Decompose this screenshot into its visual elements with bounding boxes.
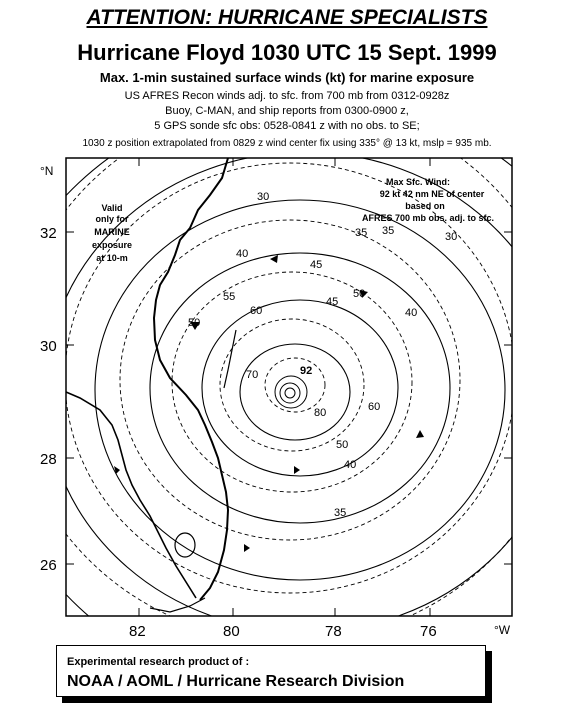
contour-label: 35: [382, 225, 395, 237]
data-source-note-3: 5 GPS sonde sfc obs: 0528-0841 z with no obs. to SE;: [154, 120, 420, 132]
valid-note-line: Valid: [101, 203, 123, 213]
lat-label-28: 28: [40, 451, 57, 468]
footer-credit-line: Experimental research product of :: [67, 656, 250, 668]
contour-label: 55: [223, 291, 236, 303]
valid-note-line: MARINE: [94, 227, 130, 237]
center-max-value: 92: [300, 365, 313, 377]
contour-label: 35: [334, 507, 347, 519]
lat-label-30: 30: [40, 338, 57, 355]
valid-note-line: at 10-m: [96, 253, 128, 263]
footer-credit-box: [56, 645, 486, 697]
contour-label: 50: [188, 317, 201, 329]
valid-note-line: exposure: [91, 240, 133, 250]
valid-note-line: only for: [95, 214, 129, 224]
max-wind-note-line: Max Sfc. Wind:: [386, 177, 450, 187]
page-subtitle: Max. 1-min sustained surface winds (kt) for marine exposure: [99, 70, 475, 85]
attention-heading: ATTENTION: HURRICANE SPECIALISTS: [86, 6, 488, 29]
contour-label: 40: [344, 459, 357, 471]
lon-label-82: 82: [129, 623, 146, 640]
contour-label: 40: [236, 248, 249, 260]
data-source-note-1: US AFRES Recon winds adj. to sfc. from 700 mb from 0312-0928z: [124, 90, 450, 102]
lon-label-76: 76: [420, 623, 437, 640]
data-source-note-2: Buoy, C-MAN, and ship reports from 0300-0900 z,: [165, 105, 409, 117]
contour-label: 30: [257, 191, 270, 203]
contour-label: 45: [310, 259, 323, 271]
contour-label: 60: [368, 401, 381, 413]
lat-label-32: 32: [40, 225, 57, 242]
max-wind-note-line: based on: [405, 201, 445, 211]
contour-label: 80: [314, 407, 327, 419]
contour-label: 50: [336, 439, 349, 451]
north-unit-label: °N: [40, 164, 54, 178]
contour-label: 35: [355, 227, 368, 239]
lon-label-80: 80: [223, 623, 240, 640]
page-title: Hurricane Floyd 1030 UTC 15 Sept. 1999: [77, 40, 497, 65]
lat-label-26: 26: [40, 557, 57, 574]
max-wind-note-line: 92 kt 42 nm NE of center: [379, 189, 485, 199]
contour-label: 50: [353, 288, 366, 300]
contour-label: 60: [250, 305, 263, 317]
contour-label: 40: [405, 307, 418, 319]
footer-organization: NOAA / AOML / Hurricane Research Division: [67, 673, 405, 690]
lon-label-78: 78: [325, 623, 342, 640]
map-frame: [66, 158, 512, 616]
contour-label: 45: [326, 296, 339, 308]
contour-label: 70: [246, 369, 259, 381]
position-note: 1030 z position extrapolated from 0829 z wind center fix using 335° @ 13 kt, mslp = 935 mb.: [82, 138, 492, 149]
west-unit-label: °W: [494, 623, 511, 637]
max-wind-note-line: AFRES 700 mb obs. adj. to sfc.: [361, 213, 495, 223]
contour-label: 30: [445, 231, 458, 243]
